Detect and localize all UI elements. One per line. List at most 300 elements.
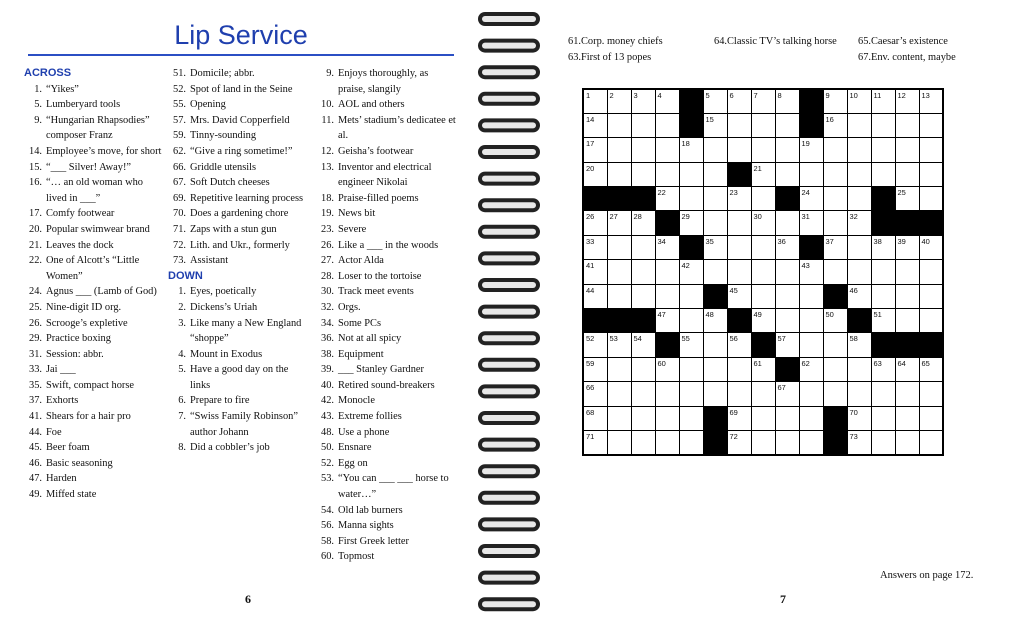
grid-cell[interactable] (895, 382, 919, 406)
grid-cell[interactable] (607, 357, 631, 381)
grid-cell[interactable] (895, 235, 919, 259)
grid-cell[interactable] (631, 138, 655, 162)
clue-text: Did a cobbler’s job (190, 442, 270, 454)
clue-number: 25. (29, 301, 42, 313)
grid-row (583, 162, 943, 186)
clue-item (316, 269, 458, 285)
clue-text: Loser to the tortoise (338, 270, 422, 282)
cell-number: 45 (729, 285, 738, 295)
grid-cell[interactable] (607, 138, 631, 162)
clue-text: Mount in Exodus (190, 348, 263, 360)
grid-cell[interactable] (607, 406, 631, 430)
black-square (751, 333, 775, 357)
grid-cell[interactable] (823, 162, 847, 186)
grid-cell[interactable] (895, 113, 919, 137)
clue-item (168, 160, 306, 176)
spiral-coil (478, 331, 540, 345)
grid-cell[interactable] (847, 333, 871, 357)
cell-number: 40 (921, 236, 930, 246)
grid-cell[interactable] (679, 211, 703, 235)
clue-text: Popular swimwear brand (46, 223, 150, 235)
clue-number: 1. (178, 286, 186, 298)
grid-cell[interactable] (775, 309, 799, 333)
grid-cell[interactable] (751, 187, 775, 211)
clue-number: 45. (29, 442, 42, 454)
grid-cell[interactable] (583, 406, 607, 430)
grid-cell[interactable] (703, 235, 727, 259)
grid-row (583, 357, 943, 381)
clue-number: 5. (34, 99, 42, 111)
grid-cell[interactable] (607, 430, 631, 454)
grid-cell[interactable] (919, 430, 943, 454)
grid-cell[interactable] (919, 284, 943, 308)
cell-number: 57 (777, 334, 786, 344)
clue-number: 28. (321, 270, 334, 282)
cell-number: 70 (849, 407, 858, 417)
grid-cell[interactable] (847, 211, 871, 235)
cell-number: 18 (681, 139, 690, 149)
grid-cell[interactable] (727, 430, 751, 454)
grid-cell[interactable] (583, 382, 607, 406)
grid-cell[interactable] (895, 406, 919, 430)
grid-cell[interactable] (655, 187, 679, 211)
black-square (799, 113, 823, 137)
clue-text: Praise-filled poems (338, 192, 419, 204)
grid-cell[interactable] (919, 89, 943, 113)
grid-cell[interactable] (847, 284, 871, 308)
grid-row (583, 333, 943, 357)
cell-number: 71 (586, 431, 595, 441)
grid-cell[interactable] (919, 406, 943, 430)
grid-cell[interactable] (583, 162, 607, 186)
grid-cell[interactable] (583, 284, 607, 308)
grid-cell[interactable] (751, 406, 775, 430)
grid-cell[interactable] (703, 211, 727, 235)
grid-cell[interactable] (871, 235, 895, 259)
clue-item (316, 471, 458, 502)
grid-cell[interactable] (679, 260, 703, 284)
clue-number: 53. (321, 473, 334, 485)
clue-item (168, 128, 306, 144)
grid-cell[interactable] (631, 406, 655, 430)
grid-cell[interactable] (823, 357, 847, 381)
clue-number: 36. (321, 333, 334, 345)
clue-column-1 (24, 66, 162, 503)
clue-text: Beer foam (46, 442, 90, 454)
grid-cell[interactable] (751, 382, 775, 406)
grid-cell[interactable] (703, 138, 727, 162)
spiral-coil (478, 278, 540, 292)
grid-cell[interactable] (919, 260, 943, 284)
grid-cell[interactable] (871, 89, 895, 113)
grid-cell[interactable] (775, 113, 799, 137)
grid-cell[interactable] (655, 406, 679, 430)
grid-cell[interactable] (727, 284, 751, 308)
cell-number: 42 (681, 261, 690, 271)
grid-cell[interactable] (727, 235, 751, 259)
grid-cell[interactable] (919, 162, 943, 186)
grid-cell[interactable] (727, 187, 751, 211)
grid-cell[interactable] (655, 162, 679, 186)
grid-cell[interactable] (679, 284, 703, 308)
grid-cell[interactable] (703, 333, 727, 357)
grid-cell[interactable] (799, 138, 823, 162)
grid-cell[interactable] (727, 138, 751, 162)
across-heading: ACROSS (24, 67, 72, 79)
black-square (631, 309, 655, 333)
clue-number: 38. (321, 348, 334, 360)
grid-cell[interactable] (775, 406, 799, 430)
grid-cell[interactable] (823, 89, 847, 113)
grid-cell[interactable] (823, 333, 847, 357)
grid-cell[interactable] (583, 211, 607, 235)
grid-cell[interactable] (775, 89, 799, 113)
grid-cell[interactable] (703, 89, 727, 113)
grid-cell[interactable] (703, 162, 727, 186)
grid-cell[interactable] (583, 333, 607, 357)
grid-cell[interactable] (895, 89, 919, 113)
grid-cell[interactable] (847, 187, 871, 211)
clue-item (316, 316, 458, 332)
clue-item (316, 206, 458, 222)
clue-item (168, 238, 306, 254)
grid-cell[interactable] (871, 406, 895, 430)
grid-cell[interactable] (919, 138, 943, 162)
grid-cell[interactable] (655, 113, 679, 137)
cell-number: 59 (586, 358, 595, 368)
clue-number: 61. (568, 36, 581, 47)
grid-cell[interactable] (607, 235, 631, 259)
grid-row (583, 235, 943, 259)
clue-number: 39. (321, 364, 334, 376)
grid-cell[interactable] (775, 162, 799, 186)
grid-cell[interactable] (919, 113, 943, 137)
grid-cell[interactable] (847, 260, 871, 284)
grid-cell[interactable] (631, 235, 655, 259)
grid-cell[interactable] (871, 382, 895, 406)
cell-number: 48 (705, 310, 714, 320)
grid-cell[interactable] (847, 357, 871, 381)
grid-cell[interactable] (799, 406, 823, 430)
grid-cell[interactable] (823, 235, 847, 259)
cell-number: 26 (586, 212, 595, 222)
clue-number: 64. (714, 36, 727, 47)
grid-cell[interactable] (583, 235, 607, 259)
grid-cell[interactable] (847, 430, 871, 454)
grid-cell[interactable] (679, 187, 703, 211)
clue-number: 52. (321, 457, 334, 469)
clue-text: Miffed state (46, 489, 97, 501)
grid-cell[interactable] (799, 260, 823, 284)
grid-cell[interactable] (631, 357, 655, 381)
grid-cell[interactable] (775, 284, 799, 308)
grid-cell[interactable] (871, 138, 895, 162)
grid-cell[interactable] (847, 235, 871, 259)
clue-text: Actor Alda (338, 255, 384, 267)
clue-text: “___ Silver! Away!” (46, 161, 132, 173)
grid-cell[interactable] (751, 211, 775, 235)
grid-cell[interactable] (607, 382, 631, 406)
grid-cell[interactable] (655, 89, 679, 113)
clue-number: 32. (321, 301, 334, 313)
left-page (0, 0, 472, 621)
grid-cell[interactable] (823, 138, 847, 162)
clue-item (168, 144, 306, 160)
grid-cell[interactable] (703, 260, 727, 284)
grid-cell[interactable] (919, 187, 943, 211)
grid-cell[interactable] (727, 357, 751, 381)
grid-cell[interactable] (751, 357, 775, 381)
grid-cell[interactable] (703, 357, 727, 381)
black-square (823, 406, 847, 430)
grid-cell[interactable] (607, 284, 631, 308)
clue-number: 56. (321, 520, 334, 532)
grid-cell[interactable] (655, 284, 679, 308)
grid-cell[interactable] (775, 235, 799, 259)
cell-number: 39 (897, 236, 906, 246)
clue-text: Nine-digit ID org. (46, 301, 122, 313)
spiral-coil (478, 384, 540, 398)
grid-cell[interactable] (847, 89, 871, 113)
clue-item (168, 300, 306, 316)
cell-number: 36 (777, 236, 786, 246)
cell-number: 23 (729, 188, 738, 198)
grid-cell[interactable] (799, 187, 823, 211)
grid-cell[interactable] (799, 162, 823, 186)
grid-cell[interactable] (727, 333, 751, 357)
grid-cell[interactable] (727, 260, 751, 284)
grid-cell[interactable] (847, 138, 871, 162)
grid-cell[interactable] (751, 260, 775, 284)
grid-cell[interactable] (655, 309, 679, 333)
grid-cell[interactable] (895, 430, 919, 454)
grid-cell[interactable] (655, 382, 679, 406)
grid-cell[interactable] (679, 138, 703, 162)
grid-cell[interactable] (679, 333, 703, 357)
grid-cell[interactable] (847, 162, 871, 186)
grid-row (583, 260, 943, 284)
clue-item (316, 425, 458, 441)
grid-cell[interactable] (799, 309, 823, 333)
grid-cell[interactable] (607, 89, 631, 113)
grid-cell[interactable] (871, 357, 895, 381)
grid-cell[interactable] (679, 357, 703, 381)
spiral-coil (478, 12, 540, 26)
grid-cell[interactable] (895, 138, 919, 162)
grid-cell[interactable] (895, 309, 919, 333)
grid-cell[interactable] (823, 382, 847, 406)
grid-cell[interactable] (775, 382, 799, 406)
grid-cell[interactable] (919, 357, 943, 381)
page-number-left: 6 (245, 592, 251, 606)
grid-cell[interactable] (871, 113, 895, 137)
grid-cell[interactable] (823, 187, 847, 211)
clue-number: 8. (178, 442, 186, 454)
clue-text: Some PCs (338, 317, 382, 329)
clue-item (858, 50, 1018, 66)
grid-cell[interactable] (727, 113, 751, 137)
grid-row (583, 430, 943, 454)
grid-cell[interactable] (703, 187, 727, 211)
clue-item (316, 378, 458, 394)
grid-cell[interactable] (871, 430, 895, 454)
cell-number: 66 (586, 383, 595, 393)
black-square (895, 211, 919, 235)
clue-number: 58. (321, 535, 334, 547)
grid-cell[interactable] (751, 89, 775, 113)
cell-number: 41 (586, 261, 595, 271)
grid-cell[interactable] (751, 113, 775, 137)
grid-cell[interactable] (799, 430, 823, 454)
grid-cell[interactable] (823, 113, 847, 137)
clue-text: Eyes, poetically (190, 286, 257, 298)
clue-item (168, 97, 306, 113)
spiral-coil (478, 438, 540, 452)
grid-cell[interactable] (631, 333, 655, 357)
grid-cell[interactable] (655, 357, 679, 381)
grid-cell[interactable] (727, 89, 751, 113)
grid-table[interactable] (582, 88, 944, 456)
grid-cell[interactable] (847, 113, 871, 137)
grid-cell[interactable] (775, 211, 799, 235)
grid-cell[interactable] (799, 284, 823, 308)
grid-cell[interactable] (919, 235, 943, 259)
grid-cell[interactable] (727, 382, 751, 406)
grid-cell[interactable] (583, 357, 607, 381)
grid-cell[interactable] (655, 138, 679, 162)
grid-cell[interactable] (679, 309, 703, 333)
grid-cell[interactable] (703, 382, 727, 406)
grid-cell[interactable] (751, 235, 775, 259)
grid-cell[interactable] (631, 430, 655, 454)
grid-cell[interactable] (919, 309, 943, 333)
grid-cell[interactable] (583, 138, 607, 162)
cell-number: 52 (586, 334, 595, 344)
grid-cell[interactable] (727, 211, 751, 235)
grid-cell[interactable] (799, 357, 823, 381)
clue-number: 73. (173, 255, 186, 267)
grid-cell[interactable] (823, 309, 847, 333)
grid-cell[interactable] (751, 309, 775, 333)
clue-text: Monocle (338, 395, 375, 407)
grid-cell[interactable] (655, 430, 679, 454)
clue-number: 1. (34, 83, 42, 95)
grid-cell[interactable] (895, 357, 919, 381)
grid-cell[interactable] (631, 382, 655, 406)
grid-cell[interactable] (871, 260, 895, 284)
grid-cell[interactable] (679, 382, 703, 406)
clue-item (316, 253, 458, 269)
grid-cell[interactable] (775, 260, 799, 284)
grid-cell[interactable] (679, 162, 703, 186)
grid-cell[interactable] (751, 162, 775, 186)
grid-cell[interactable] (895, 260, 919, 284)
clue-item (24, 456, 162, 472)
grid-cell[interactable] (631, 211, 655, 235)
clue-text: Scrooge’s expletive (46, 317, 128, 329)
grid-cell[interactable] (607, 211, 631, 235)
grid-cell[interactable] (823, 260, 847, 284)
clue-text: News bit (338, 208, 376, 220)
grid-cell[interactable] (631, 162, 655, 186)
clue-item (24, 206, 162, 222)
clue-number: 21. (29, 239, 42, 251)
grid-cell[interactable] (583, 430, 607, 454)
clue-text: Tinny-sounding (190, 130, 257, 142)
top-clue-column-1 (568, 34, 708, 65)
spiral-coil (478, 358, 540, 372)
clue-item (316, 503, 458, 519)
grid-cell[interactable] (871, 162, 895, 186)
grid-cell[interactable] (751, 430, 775, 454)
grid-cell[interactable] (679, 430, 703, 454)
grid-cell[interactable] (751, 284, 775, 308)
top-clue-column-2 (714, 34, 844, 50)
grid-cell[interactable] (679, 406, 703, 430)
clue-text: Old lab burners (338, 504, 403, 516)
grid-cell[interactable] (655, 235, 679, 259)
grid-cell[interactable] (703, 309, 727, 333)
grid-cell[interactable] (919, 382, 943, 406)
clue-text: Classic TV’s talking horse (727, 36, 837, 47)
clue-text: Session: abbr. (46, 348, 104, 360)
grid-cell[interactable] (871, 284, 895, 308)
grid-cell[interactable] (775, 430, 799, 454)
grid-cell[interactable] (583, 260, 607, 284)
grid-cell[interactable] (775, 333, 799, 357)
grid-cell[interactable] (607, 113, 631, 137)
grid-cell[interactable] (895, 187, 919, 211)
grid-cell[interactable] (703, 113, 727, 137)
cell-number: 60 (657, 358, 666, 368)
grid-cell[interactable] (631, 89, 655, 113)
grid-cell[interactable] (895, 162, 919, 186)
grid-cell[interactable] (871, 309, 895, 333)
clue-number: 48. (321, 426, 334, 438)
grid-cell[interactable] (727, 406, 751, 430)
grid-cell[interactable] (631, 260, 655, 284)
cell-number: 56 (729, 334, 738, 344)
grid-cell[interactable] (775, 138, 799, 162)
grid-cell[interactable] (607, 333, 631, 357)
clue-text: Topmost (338, 551, 375, 563)
grid-cell[interactable] (607, 162, 631, 186)
grid-cell[interactable] (631, 113, 655, 137)
grid-cell[interactable] (631, 284, 655, 308)
clue-text: Egg on (338, 457, 368, 469)
grid-cell[interactable] (799, 211, 823, 235)
clue-number: 16. (29, 177, 42, 189)
grid-cell[interactable] (847, 406, 871, 430)
grid-cell[interactable] (895, 284, 919, 308)
grid-cell[interactable] (799, 382, 823, 406)
clue-text: Harden (46, 473, 77, 485)
spiral-coil (478, 92, 540, 106)
clue-text: Dickens’s Uriah (190, 301, 258, 313)
black-square (679, 235, 703, 259)
crossword-grid[interactable] (582, 88, 944, 456)
cell-number: 49 (753, 310, 762, 320)
grid-cell[interactable] (655, 260, 679, 284)
cell-number: 21 (753, 163, 762, 173)
grid-cell[interactable] (847, 382, 871, 406)
grid-cell[interactable] (799, 333, 823, 357)
grid-cell[interactable] (607, 260, 631, 284)
grid-cell[interactable] (823, 211, 847, 235)
grid-cell[interactable] (751, 138, 775, 162)
grid-cell[interactable] (583, 89, 607, 113)
grid-cell[interactable] (583, 113, 607, 137)
